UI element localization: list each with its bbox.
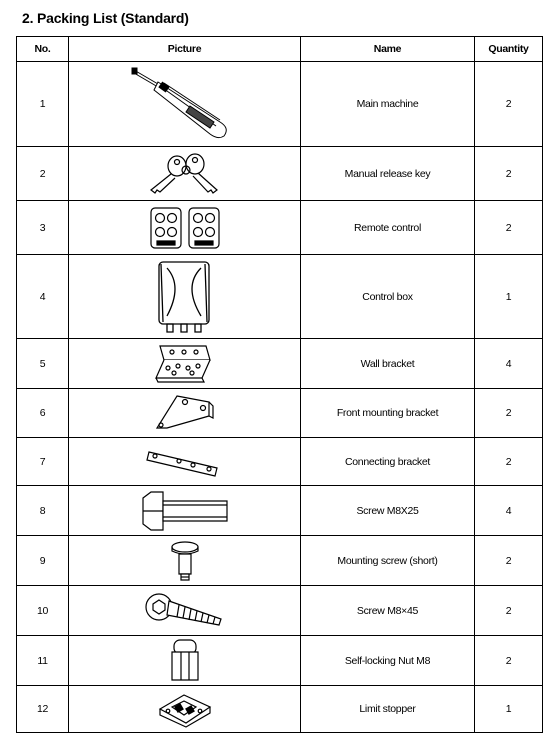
row-number: 2 (17, 147, 69, 201)
row-picture (69, 255, 301, 339)
limit-stopper-icon (154, 689, 216, 729)
connecting-bracket-icon (145, 444, 225, 480)
column-header-quantity: Quantity (475, 37, 543, 62)
table-row (17, 586, 543, 636)
row-name: Manual release key (301, 147, 475, 201)
row-name: Limit stopper (301, 686, 475, 733)
table-row (17, 389, 543, 438)
row-number: 12 (17, 686, 69, 733)
table-header-row (17, 37, 543, 62)
row-quantity: 4 (475, 339, 543, 389)
row-picture (69, 147, 301, 201)
row-quantity: 2 (475, 201, 543, 255)
table-row (17, 438, 543, 486)
row-picture (69, 536, 301, 586)
keys-icon (143, 152, 227, 196)
row-number: 4 (17, 255, 69, 339)
row-name: Remote control (301, 201, 475, 255)
row-quantity: 1 (475, 686, 543, 733)
section-heading: 2. Packing List (Standard) (22, 10, 189, 26)
row-quantity: 2 (475, 389, 543, 438)
hex-bolt-icon (139, 490, 231, 532)
table-row (17, 255, 543, 339)
row-quantity: 2 (475, 636, 543, 686)
row-picture (69, 636, 301, 686)
row-quantity: 2 (475, 147, 543, 201)
remote-control-icon (147, 205, 223, 251)
gate-opener-arm-icon (130, 66, 240, 142)
socket-screw-icon (143, 591, 227, 631)
row-picture (69, 389, 301, 438)
row-name: Control box (301, 255, 475, 339)
table-row (17, 536, 543, 586)
row-number: 7 (17, 438, 69, 486)
row-name: Connecting bracket (301, 438, 475, 486)
control-box-icon (153, 258, 217, 336)
row-number: 11 (17, 636, 69, 686)
row-number: 6 (17, 389, 69, 438)
row-number: 8 (17, 486, 69, 536)
wall-bracket-icon (150, 342, 220, 386)
row-name: Main machine (301, 62, 475, 147)
row-picture (69, 62, 301, 147)
row-number: 9 (17, 536, 69, 586)
table-row (17, 339, 543, 389)
table-row (17, 686, 543, 733)
table-row (17, 486, 543, 536)
column-header-name: Name (301, 37, 475, 62)
column-header-picture: Picture (69, 37, 301, 62)
table-row (17, 636, 543, 686)
row-picture (69, 586, 301, 636)
row-picture (69, 486, 301, 536)
row-picture (69, 686, 301, 733)
row-quantity: 1 (475, 255, 543, 339)
row-picture (69, 201, 301, 255)
row-number: 10 (17, 586, 69, 636)
lock-nut-icon (166, 638, 204, 684)
row-name: Self-locking Nut M8 (301, 636, 475, 686)
row-quantity: 4 (475, 486, 543, 536)
row-quantity: 2 (475, 438, 543, 486)
table-row (17, 147, 543, 201)
row-name: Wall bracket (301, 339, 475, 389)
row-picture (69, 438, 301, 486)
column-header-no: No. (17, 37, 69, 62)
mounting-screw-icon (168, 539, 202, 583)
table-row (17, 201, 543, 255)
row-quantity: 2 (475, 62, 543, 147)
row-number: 3 (17, 201, 69, 255)
row-name: Screw M8X25 (301, 486, 475, 536)
row-name: Screw M8×45 (301, 586, 475, 636)
row-picture (69, 339, 301, 389)
front-bracket-icon (147, 392, 223, 434)
row-number: 1 (17, 62, 69, 147)
packing-list-table (16, 36, 543, 733)
row-name: Mounting screw (short) (301, 536, 475, 586)
row-quantity: 2 (475, 536, 543, 586)
table-row (17, 62, 543, 147)
row-quantity: 2 (475, 586, 543, 636)
row-name: Front mounting bracket (301, 389, 475, 438)
row-number: 5 (17, 339, 69, 389)
